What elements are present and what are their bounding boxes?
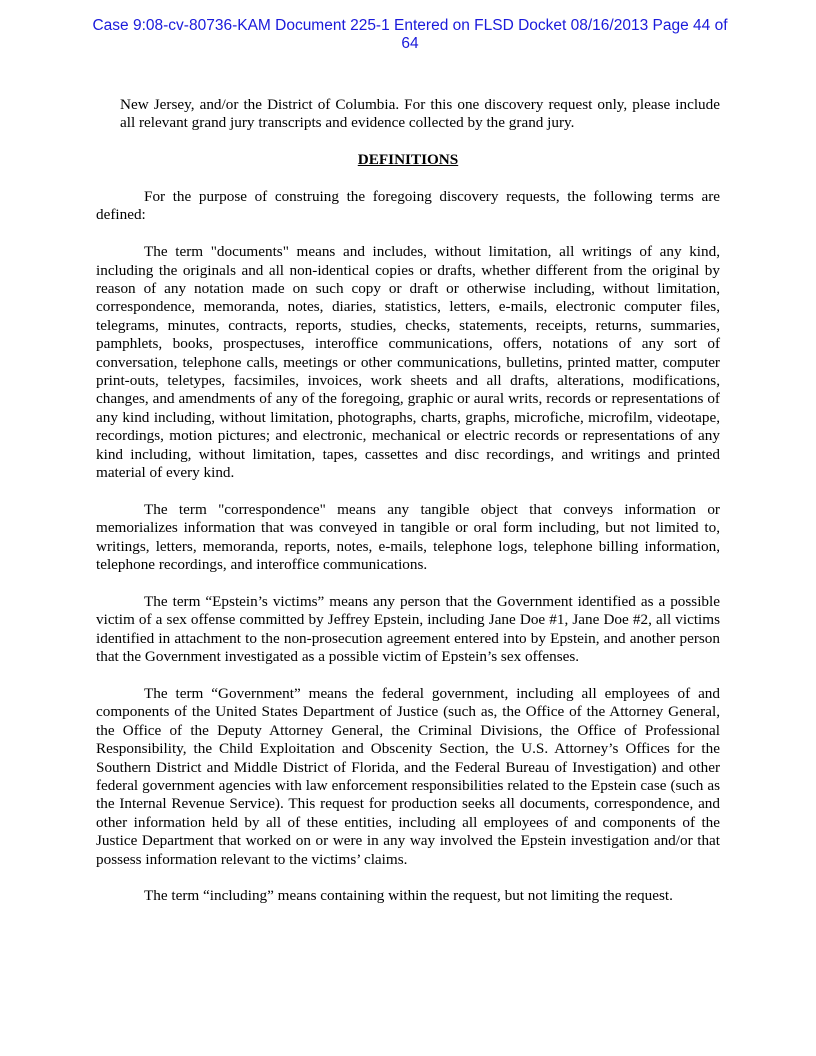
- definitions-heading: DEFINITIONS: [357, 151, 459, 169]
- definitions-intro-paragraph: For the purpose of construing the foregoing discovery requests, the following terms are defined:: [96, 188, 720, 224]
- definition-epsteins-victims-paragraph: The term “Epstein’s victims” means any person that the Government identified as a possible victim of a sex offense committed by Jeffrey Epstein, including Jane Doe #1, Jane Doe #2, all victims identified in attachment to the non-prosecution agreement entered into by Epstein, and another person that the Government investigated as a possible victim of Epstein’s sex offenses.: [96, 592, 720, 666]
- docket-header-stamp: [60, 17, 760, 53]
- document-body: [96, 96, 720, 924]
- definition-including-paragraph: The term “including” means containing within the request, but not limiting the request.: [144, 887, 673, 905]
- definition-government-paragraph: The term “Government” means the federal government, including all employees of and components of the United States Department of Justice (such as, the Office of the Attorney General, the Office of the Deputy Attorney General, the Criminal Divisions, the Office of Professional Responsibility, the Child Exploitation and Obscenity Section, the U.S. Attorney’s Offices for the Southern District and Middle District of Florida, and the Federal Bureau of Investigation) and other federal government agencies with law enforcement responsibilities related to the Epstein case (such as the Internal Revenue Service). This request for production seeks all documents, correspondence, and other information held by all of these entities, including all employees of and components of the Justice Department that worked on or were in any way involved the Epstein investigation and/or that possess information relevant to the victims’ claims.: [96, 684, 720, 868]
- carryover-paragraph: New Jersey, and/or the District of Columbia. For this one discovery request only, please include all relevant grand jury transcripts and evidence collected by the grand jury.: [120, 96, 720, 132]
- definition-documents-paragraph: The term "documents" means and includes, without limitation, all writings of any kind, including the originals and all non-identical copies or drafts, whether different from the original by reason of any notation made on such copy or draft or otherwise including, without limitation, correspondence, memoranda, notes, diaries, statistics, letters, e-mails, electronic computer files, telegrams, minutes, contracts, reports, studies, checks, statements, receipts, returns, summaries, pamphlets, books, prospectuses, interoffice communications, offers, notations of any sort of conversation, telephone calls, meetings or other communications, bulletins, printed matter, computer print-outs, teletypes, facsimiles, invoices, work sheets and all drafts, alterations, modifications, changes, and amendments of any of the foregoing, graphic or aural writs, records or representations of any kind including, without limitation, photographs, charts, graphs, microfiche, microfilm, videotape, recordings, motion pictures; and electronic, mechanical or electric records or representations of any kind including, without limitation, tapes, cassettes and disc recordings, and writings and printed material of every kind.: [96, 243, 720, 482]
- definition-correspondence-paragraph: The term "correspondence" means any tangible object that conveys information or memorializes information that was conveyed in tangible or oral form including, but not limited to, writings, letters, memoranda, reports, notes, e-mails, telephone logs, telephone billing information, telephone recordings, and interoffice communications.: [96, 500, 720, 574]
- docket-header-line-1: Case 9:08-cv-80736-KAM Document 225-1 Entered on FLSD Docket 08/16/2013 Page 44 of: [92, 17, 728, 34]
- docket-header-line-2: 64: [401, 35, 419, 52]
